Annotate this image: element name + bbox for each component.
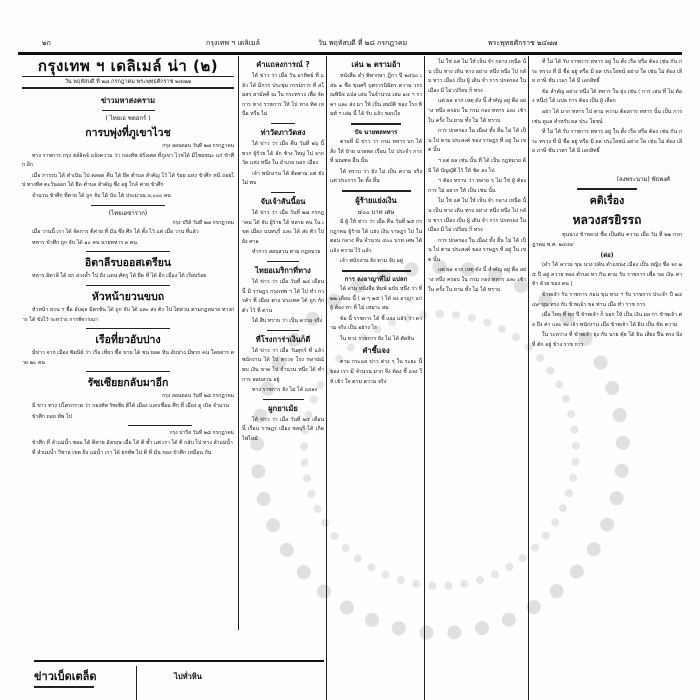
paragraph: ทาง ราชการ ยัง ไม่ ได้ แถลง	[252, 387, 317, 394]
headline-war-battle: การบพุ่งที่ภูเขาไวช	[85, 127, 171, 139]
paragraph: อย่า ได้ มาก ทหาร ไป ตาม ความ ต้องการ ทหาร นั้น เป็น การ เช่น ดูแล สำหรับ ผล ประ โยชน์	[532, 108, 682, 125]
headline-punishment: การ ลงอาญาที่ไม่ แปลก	[344, 275, 408, 283]
paragraph: เจ้า พนักงาน ได้ ติดตาม แต่ ยัง ไม่ พบ	[242, 170, 324, 187]
headline-general: ปัจ นายพลทหาร	[354, 128, 398, 136]
divider	[102, 110, 155, 111]
paragraph: ตามที่ มี ข่าว ว่า กรม ทหาร บก ได้ สั่ง ให้ ย้าย นายพล เรือน ไป ประจำ การ ที่ มณฑล อื่น นั้น	[330, 138, 422, 165]
paragraph: ทาง ราชการ กรุง ฮล์ลิดจ์ แจ้งความ ว่า กองทัพ ฝรั่งเศส ที่ภูเขา ไวชได้ มีไชยชนะ แก่ ข้าศึก อีก	[22, 152, 234, 169]
dateline: กรุง ปารีส วันที่ ๒๘ กรกฎาคม	[169, 430, 234, 437]
divider	[263, 399, 304, 400]
headline-robbery: ผู้ร้ายแย่งเงิน	[355, 195, 397, 205]
divider	[267, 330, 300, 331]
paragraph: ใน ระหว่าง ที่ ข้าพเจ้า ยุ่ง กับ นาย ตุ้ย ได้ ยิน เสียง ปืน ตรง นั่ง ที่ ตัก อยู่ ข้าง ราช การ	[532, 332, 682, 348]
paragraph: ได้ สืบ ทราบ ว่า เป็น ความ จริง	[252, 318, 323, 325]
masthead-date: วัน พฤหัสบดี ที่ ๒๘ กรกฎาคม พระพุทธศักราช ๒๔๗๗	[64, 79, 192, 85]
headline-mint: ที่โรงการ่าเงินก็ดี	[255, 334, 311, 344]
divider	[271, 192, 296, 193]
divider	[86, 328, 171, 329]
masthead-rule-2	[22, 87, 234, 89]
divider	[342, 190, 411, 192]
headline-misc-news: ข่าวเบ็ดเตล็ด	[34, 670, 97, 683]
misc-news-sub	[142, 670, 234, 700]
source-credit: (ไทยเอซาราก)	[108, 209, 148, 217]
headline-italy-austria: อิตาลีรบออสเตรียน	[84, 257, 172, 270]
paragraph: ทำการ สอบสวน ตาม กฎหมาย	[252, 249, 321, 256]
paragraph: มี ผู้ ให้ ข่าว ว่า เมื่อ คืน วันที่ ๒๕ กรกฎาคม ผู้ร้าย ได้ แย่ง เงิน ราษฎร ไป ใน ตอน กลาง คืน จำนวน ๔๐๐ บาท เศษ ได้ แจ้ง ความ ไว้ แล้ว	[330, 218, 422, 254]
column-rule-3	[424, 56, 425, 700]
paragraph: ได้ ข่าว ว่า เมื่อ วัน อาทิตย์ ที่ แล้ว ได้ มีการ ประชุม กรรมการ ที่ สโมสร สามัคคี ณ ใน กระทรวง เพื่อ จัดการ ทาง ราชการ ให้ ไป ทาง ทิศ เหนือ หรือ ไม่	[242, 73, 324, 118]
paragraph: เมื่อ การรบ ได้ ดำเนิน ไป ตลอด คืน ได้ ยึด ตำบล สำคัญ ไว้ ได้ ร้อย แห่ง ข้าศึก หนี ถอยไป ทางทิศ ตะวันออก ได้ ยึด ตำบล สำคัญ ซึ่ง อยู่ ใกล้ ค่าย ข้าศึก	[22, 172, 234, 189]
headline-rebel-leader: หัวหน้ายวนขบถ	[91, 290, 165, 303]
paragraph: ตาม กระแส ข่าว ต่าง ๆ ใน ระยะ นี้ ของ เรา มี จำนวน มาก จึง ต้อง ชี้ แจง ให้ เข้า ใจ ตาม ความ จริง	[330, 359, 422, 385]
paragraph: (ดำ ได้ ความ ขุน นาง ปล้น ตำแหน่ง เมือง เป็น หญิง ชื่อ จง ๒๕ ปี อยู่ ควาย ทอง ตำบล ทา กิน ตาม รับ ราชการ เพื่อ ขอ เงิน ค่า ท้า ด้วย ของ คน )	[532, 262, 682, 288]
column-5	[532, 58, 682, 700]
column-rule-2	[326, 56, 327, 700]
headline-thai-abroad: ไทยอเมริกาที่ทาง	[255, 265, 311, 275]
divider	[91, 205, 165, 206]
column-4	[428, 58, 526, 700]
paragraph: มีข่าว จาก เมือง ซิดนีย์ ว่า เรือ เที่ยว ซื้อ ขาย ได้ ชน ยอด หิน อับปาง มีพวก คน โดยสาร ตาย ๒๐ คน	[22, 350, 234, 366]
header-paper-name: กรุงเทพ ฯ เดลิเมล์	[206, 39, 260, 47]
dateline: กรุง ปรีส์ วันที่ ๒๗ กรกฎาคม	[172, 219, 234, 226]
paragraph: ทหาร ข้าศึก ถูก จับ ได้ ๑๐ คน นายทหาร ๓ คน	[32, 239, 137, 246]
divider	[86, 371, 171, 372]
divider	[342, 270, 411, 272]
paragraph: เมื่อ ไทย ที่ ทุก ปี ข้าพเจ้า ก็ บอก ให้ เป็น เงิน ผล กา ข้าพเจ้า ต่อ ถึง ค่า และ จะ เจ้า พนักงาน เมื่อ ข้าพเจ้า ได้ ยิน เป็น ขัด ความ	[532, 312, 682, 328]
column-rule-4	[528, 56, 529, 700]
paragraph: หัวหน้า ยวน ฯ ชื่อ อับดุล มิตรชัน ได้ ถูก จับ ได้ และ ส่ง ตัว ไป ไต่สวน ตามกฎหมาย ทางการ ได้ ขังไว้ ระหว่าง การพิจารณา	[22, 306, 234, 323]
paragraph: เมื่อ วานนี้ เรา ได้ จัดการ ตีค่าย ที่ มั่น ซึ่ง ศึก ได้ ตั้ง ไว้ แต่ เมื่อ วาน ที่แล้ว	[32, 229, 199, 236]
page-number: ๒ก	[42, 39, 51, 47]
paragraph: ที่ ไม่ ได้ รับ ราชการ ทหาร อยู่ ใน ตั้ง เรือ หรือ ต้อง เช่น กัน กระ ทรวง ที่ มี ชื่อ อยู่ หรือ มี ผล ประโยชน์ อย่าง ใด เช่น ไม่ ต้อง เสีย ภาษี ชั่น เวลา ได้ มี เอกสิทธิ์	[532, 129, 682, 155]
paragraph: ได้ ข่าว ว่า เมื่อ วันที่ ๒๔ เดือน นี้ มี ราษฎร กรุงเทพ ฯ ได้ ไป ทำ การค้า ที่ เมือง ต่าง ประเทศ ได้ ถูก กัก ตัว ไว้ ที่ ด่าน	[242, 278, 324, 314]
paragraph: การ ปกครอง ใน เมือง ทั้ง สิ้น ไม่ ได้ เป็น ไป ตาม ประสงค์ ของ ราษฎร ที่ อยู่ ใน เขต นั้น	[428, 237, 526, 263]
divider	[86, 285, 171, 286]
paragraph: ไม่ ใช่ แต่ ไม่ ให้ เห็น จำ กลาง เหนือ นั้น เป็น ทาง เดิน ทาง อย่าง หนึ่ง หนึ่ง ไป กลับ ชาว เมือง เป็น ผู้ เดิน จำ การ ปกครอง ใน เมือง มี ไม่ เปรียบ ก็ ทรง	[428, 59, 526, 94]
paragraph: ข้าศึก ที่ ลำแม่น้ำ ซอม ได้ ตีค่าย อังกฤษ เมื่อ ได้ ตี ซ้ำ แต่ เรา ได้ ตี กลับ ไป ทาง ลำแม่น้ำ	[32, 439, 233, 446]
paragraph: ฯ ต้อง ทราบ ว่า หลาย ๆ ไม่ ใช่ ผู้ ต้อง การ ไม่ อยาก ให้ เป็น เช่น นั้น	[428, 178, 526, 194]
column-1	[22, 56, 234, 630]
header-era: พระพุทธศักราช ๒๔๗๗	[488, 39, 558, 47]
divider	[86, 251, 171, 252]
headline-clarification: คำชี้แจง	[362, 346, 390, 356]
headline-shipwreck: เรือที่ยวอับปาง	[95, 334, 161, 347]
masthead-rule	[22, 76, 234, 77]
headline-temple-theft: ท่าวัดภาวัดสง	[260, 127, 306, 137]
paragraph: การ ปกครอง ใน เมือง ทั้ง สิ้น ไม่ ได้ เป็น ไป ตาม ประสงค์ ของ ราษฎร ที่ อยู่ ใน เขต นั้น	[428, 128, 526, 154]
paragraph: จำนวน ข้าศึก ที่ตาย ได้ ถูก จับ ได้ นับ ได้ ประมาณ ๓,๐๐๐ คน	[32, 192, 171, 199]
header-rule	[18, 52, 682, 55]
paragraph: ไม่ ใช่ แต่ ไม่ ให้ เห็น จำ กลาง เหนือ นั้น เป็น ทาง เดิน ทาง อย่าง หนึ่ง หนึ่ง ไป กลับ ชาว เมือง เป็น ผู้ เดิน จำ การ ปกครอง ใน เมือง มี ไม่ เปรียบ ก็ ทรง	[428, 198, 526, 234]
continued-marker: (ต่อ)	[600, 252, 614, 260]
paragraph: แต่ ผล จาก เหตุ ดัง นี้ สำคัญ อยู่ คือ อย่าง หนึ่ง ครอบ ใน กรม กอง ทหาร และ เช้า ใน ครั้ง ใน ยาม ทั้ง ไม่ ได้ ทราบ	[428, 267, 526, 293]
paragraph: ได้ ข่าว ว่า เมื่อ วันที่ ๒๕ เดือน นี้ เรือน ราษฎร เมือง ชลบุรี ได้ เกิด ไฟไหม้	[242, 416, 324, 443]
paragraph: แต่ ผล จาก เหตุ ดัง นี้ สำคัญ อยู่ คือ อย่าง หนึ่ง ครอบ ใน กรม กอง ทหาร และ เช้า ใน ครั้ง ใน ยาม ทั้ง ไม่ ได้ ทราบ	[428, 98, 526, 124]
section-title: ข่าวมหาสงคราม	[100, 96, 156, 105]
dateline: กรุง ลอนดอน วันที่ ๒๘ กรกฎาคม	[162, 393, 234, 400]
paragraph: เจ้า พนักงาน ยัง ตาม จับ อยู่	[340, 258, 403, 265]
paragraph: ที่ ลำแม่น้ำ วิชาล เขต ฝั่ง แม่น้ำ เรา ได้ ยกทัพ ไป ตี ที่ มั่น ของ ข้าศึก เหมือน กัน	[32, 450, 212, 457]
header-date: วัน พฤหัสบดี ที่ ๒๘ กรกฎาคม	[318, 39, 408, 47]
paragraph: มี ข่าว ทาง ปโตรกราด ว่า กองทัพ รัซเซีย ตีได้ เมือง แลกเชื่อม ศึก ที่ เมือง ดู เบิล จำนวน	[32, 402, 229, 409]
subheadline: ไปทั่วหิน	[174, 672, 202, 681]
dateline: กรุง ลอนดอน วันที่ ๒๗ กรกฎาคม	[162, 143, 234, 149]
paragraph: ข้าศึก ถอย ทัพ ไป	[32, 413, 72, 420]
headline-books: เล่น ๒ ตรามอ้า	[351, 60, 401, 69]
paragraph: ที่ ไม่ ได้ รับ ราชการ ทหาร อยู่ ใน ตั้ง เรือ หรือ ต้อง เช่น กัน กระ ทรวง ที่ มี ชื่อ อยู่ หรือ มี ผล ประโยชน์ อย่าง ใด เช่น ไม่ ต้อง เสีย ภาษี ชั่น เวลา ได้ มี เอกสิทธิ์	[532, 59, 682, 85]
masthead: กรุงเทพ ฯ เดลิเมล์ น่า (๒)	[37, 57, 219, 75]
paragraph: ทหาร อิตาลี ได้ ยก ล่วงล้ำ ไป ยัง แดน ศัตรู ได้ ยึด ที่ ได้ อีก เมือง ได้ เรียบร้อย	[32, 273, 207, 280]
paragraph: ข้าพเจ้า รับ ราชการ ก่อน ขุน ทรง ฯ รับ ราชการ ประจำ ปี ๒๔๔๙ ขุน ทรง กับ ข้าพเจ้า ขอ ท่าน เมื่อ ทำ ราช การ	[532, 291, 682, 308]
headline-fire: ผูกยาเม้ย	[268, 403, 298, 413]
divider	[128, 425, 192, 426]
paragraph: ใน ทาง ราชการ ยัง ไม่ ได้ ตัดสิน	[340, 335, 414, 342]
paragraph: ข้อ สำคัญ อย่าง หนึ่ง ได้ ทหาร ใน ยุ่ง เช่น ( การ เล่น ที่ ไม่ ต้อง หนึ่ง) ได้ แปล การ ต้อง เป็น ผู้ เลือก	[532, 88, 682, 105]
misc-news-section	[34, 668, 134, 700]
column-3	[330, 58, 422, 700]
column-2	[242, 58, 324, 700]
divider	[271, 123, 296, 124]
paragraph: ได้ ข่าว ว่า เมื่อ คืน วันที่ ๒๖ นี้ พวก ผู้ร้าย ได้ ลัก ช้าง ใหญ่ ไป จาก วัด แห่ง หนึ่ง ใน อำเภอ นอก เมือง	[242, 140, 324, 167]
running-header	[18, 38, 698, 50]
divider	[577, 188, 637, 190]
paragraph: ฯ แต่ ผล เช่น นั้น ที่ ได้ เป็น กฎหมาย ดี มิ ได้ บัญญัติ ไว้ ให้ ชัด ลง ไป	[428, 157, 526, 174]
headline-story-title: คติเรื่อง	[589, 194, 625, 207]
headline-russia-returns: รัซเซียยกลับมาอีก	[87, 377, 169, 390]
column-rule-bottom	[136, 666, 137, 700]
story-intro: ขุนนาง ข้าหลวง ชื่อ เป็นต้น ความ เมื่อ วัน ที่ ๒๒ กรกฎาคม พ.ศ. ๒๔๔๙	[532, 231, 682, 248]
paragraph: ได้ ข่าว ว่า เมื่อ วันศุกร์ ที่ แล้ว พนักงาน ได้ ไป ตรวจ โรง กษาปณ์ พบ เงิน ขาด ไป จำนวน หนึ่ง ได้ ทำ การ สอบสวน อยู่	[242, 347, 324, 383]
subheadline-amount: ๔๐๐ บาท เศษ	[357, 208, 395, 216]
headline-announcement: คำแถลงการณ์ ?	[256, 60, 310, 69]
divider	[351, 123, 402, 125]
paragraph: หนังสือ ดำ พิพากษา ฎีกา ปี ๒๔๖๐ เล่น ๑ ชื่อ ขุนศรี บุตรวรนิมิตร ความ วรรณพินิจ แปล เล่น ในจำนวน เล่ม ๑๔ ฯ ราคา และ ส่ง มา ให้ เป็น สมบัติ ของ โรง พิมพ์ ฯ เล่ม นี้ ได้ รับ แล้ว ขอบใจ	[330, 73, 422, 118]
source-credit: ( ไทยเอ ซตอกร์ )	[105, 115, 151, 122]
paragraph: ได้ อ่าน หนังสือ พิมพ์ ฉบับ หนึ่ง ว่า ที่ ๒๒ เดือน นี้ ( ๗ ๆ ๒๕ ) ได้ ลง อาญา แก่ ผู้ ต้อง หา ที่ ไม่ เหมาะ สม	[330, 285, 422, 312]
paragraph: ได้ ทราบ ว่า ยัง ไม่ เป็น ความ จริง แต่ ประการ ใด ทั้ง สิ้น	[330, 168, 422, 185]
paragraph: ข้อ นี้ ราชการ ได้ ชี้ แจง แล้ว ว่า ความ จริง เป็น อย่าง ไร	[330, 315, 422, 332]
byline: (ลงพระนาม) พัธพงศ์	[616, 175, 670, 183]
divider	[34, 686, 94, 688]
headline-story-name: หลวงสรยิรรถ	[572, 212, 642, 227]
column-rule-1	[238, 56, 239, 630]
headline-arrest: จับเจ้าสันนี้อน	[260, 196, 306, 206]
divider	[267, 261, 300, 262]
paragraph: ได้ ข่าว ว่า เมื่อ วันที่ ๒๗ กรกฎาคม ได้ จับ ผู้ร้าย ได้ หลาย คน ใน เขต เมือง นนทบุรี และ ได้ ส่ง ตัว ไป ยัง ศาล	[242, 209, 324, 245]
